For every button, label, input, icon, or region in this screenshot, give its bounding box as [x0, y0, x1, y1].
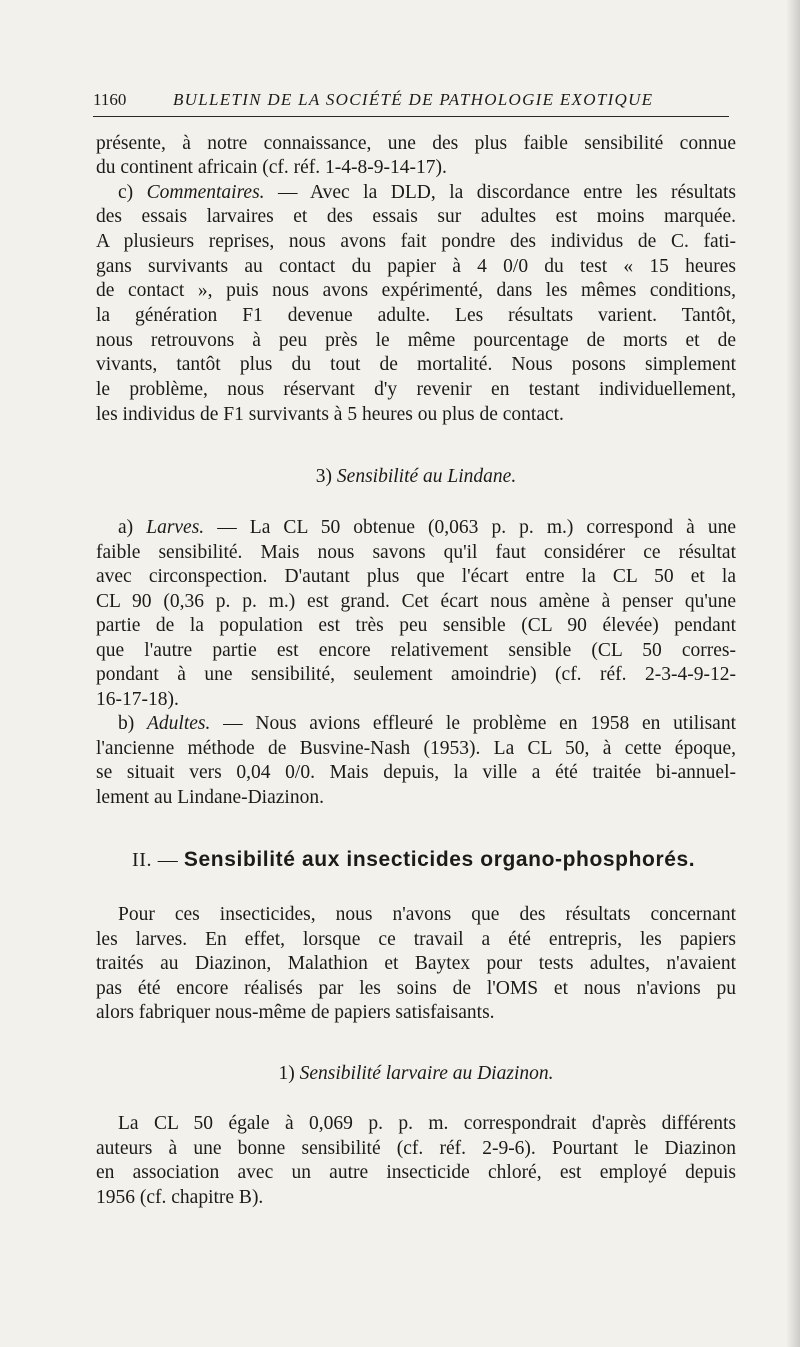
paragraph-b-first-line: b) Adultes. — Nous avions effleuré le problème en 1958 en utilisant: [118, 713, 737, 734]
text-line: se situait vers 0,04 0/0. Mais depuis, la ville a été traitée bi-annuel-: [96, 762, 736, 783]
text-line: la génération F1 devenue adulte. Les résultats varient. Tantôt,: [96, 305, 736, 326]
text-line: pondant à une sensibilité, seulement amoindrie) (cf. réf. 2-3-4-9-12-: [96, 664, 736, 685]
text-line: que l'autre partie est encore relativement sensible (CL 50 corres-: [96, 640, 736, 661]
text-line: en association avec un autre insecticide chloré, est employé depuis: [96, 1162, 736, 1183]
text-line: de contact », puis nous avons expérimenté, dans les mêmes conditions,: [96, 280, 736, 301]
subheading-diazinon: 1) Sensibilité larvaire au Diazinon.: [278, 1063, 554, 1084]
paragraph-c-first-line: c) Commentaires. — Avec la DLD, la discordance entre les résultats: [118, 182, 737, 203]
text-line: des essais larvaires et des essais sur adultes est moins marquée.: [96, 206, 736, 227]
text-line: La CL 50 égale à 0,069 p. p. m. correspondrait d'après différents: [118, 1113, 736, 1134]
section-heading-organophosphores: II. — Sensibilité aux insecticides organo-phosphorés.: [132, 848, 696, 871]
text-line: le problème, nous réservant d'y revenir en testant individuellement,: [96, 379, 736, 400]
text-line: l'ancienne méthode de Busvine-Nash (1953). La CL 50, à cette époque,: [96, 738, 736, 759]
text-line: avec circonspection. D'autant plus que l'écart entre la CL 50 et la: [96, 566, 736, 587]
text-line: traités au Diazinon, Malathion et Baytex pour tests adultes, n'avaient: [96, 953, 736, 974]
text-line: auteurs à une bonne sensibilité (cf. réf. 2-9-6). Pourtant le Diazinon: [96, 1138, 736, 1159]
text-line: vivants, tantôt plus du tout de mortalité. Nous posons simplement: [96, 354, 736, 375]
running-title: BULLETIN DE LA SOCIÉTÉ DE PATHOLOGIE EXOTIQUE: [173, 90, 654, 109]
paragraph-a-first-line: a) Larves. — La CL 50 obtenue (0,063 p. p. m.) correspond à une: [118, 517, 736, 538]
text-line: 1956 (cf. chapitre B).: [96, 1187, 264, 1208]
text-line: Pour ces insecticides, nous n'avons que des résultats concernant: [118, 904, 736, 925]
text-line: 16-17-18).: [96, 689, 179, 710]
running-header: [93, 86, 729, 117]
text-line: alors fabriquer nous-même de papiers satisfaisants.: [96, 1002, 495, 1023]
text-line: A plusieurs reprises, nous avons fait pondre des individus de C. fati-: [96, 231, 736, 252]
text-line: du continent africain (cf. réf. 1-4-8-9-14-17).: [96, 157, 447, 178]
text-line: lement au Lindane-Diazinon.: [96, 787, 324, 808]
text-line: CL 90 (0,36 p. p. m.) est grand. Cet écart nous amène à penser qu'une: [96, 591, 736, 612]
subheading-lindane: 3) Sensibilité au Lindane.: [315, 466, 517, 487]
text-line: pas été encore réalisés par les soins de l'OMS et nous n'avions pu: [96, 978, 736, 999]
text-line: gans survivants au contact du papier à 4 0/0 du test « 15 heures: [96, 256, 736, 277]
text-line: les individus de F1 survivants à 5 heures ou plus de contact.: [96, 404, 564, 425]
text-line: présente, à notre connaissance, une des plus faible sensibilité connue: [96, 133, 736, 154]
page-edge-shadow: [786, 0, 800, 1347]
text-line: les larves. En effet, lorsque ce travail a été entrepris, les papiers: [96, 929, 736, 950]
text-line: nous retrouvons à peu près le même pourcentage de morts et de: [96, 330, 736, 351]
text-line: faible sensibilité. Mais nous savons qu'il faut considérer ce résultat: [96, 542, 736, 563]
page-number: 1160: [93, 90, 127, 109]
text-line: partie de la population est très peu sensible (CL 90 élevée) pendant: [96, 615, 736, 636]
